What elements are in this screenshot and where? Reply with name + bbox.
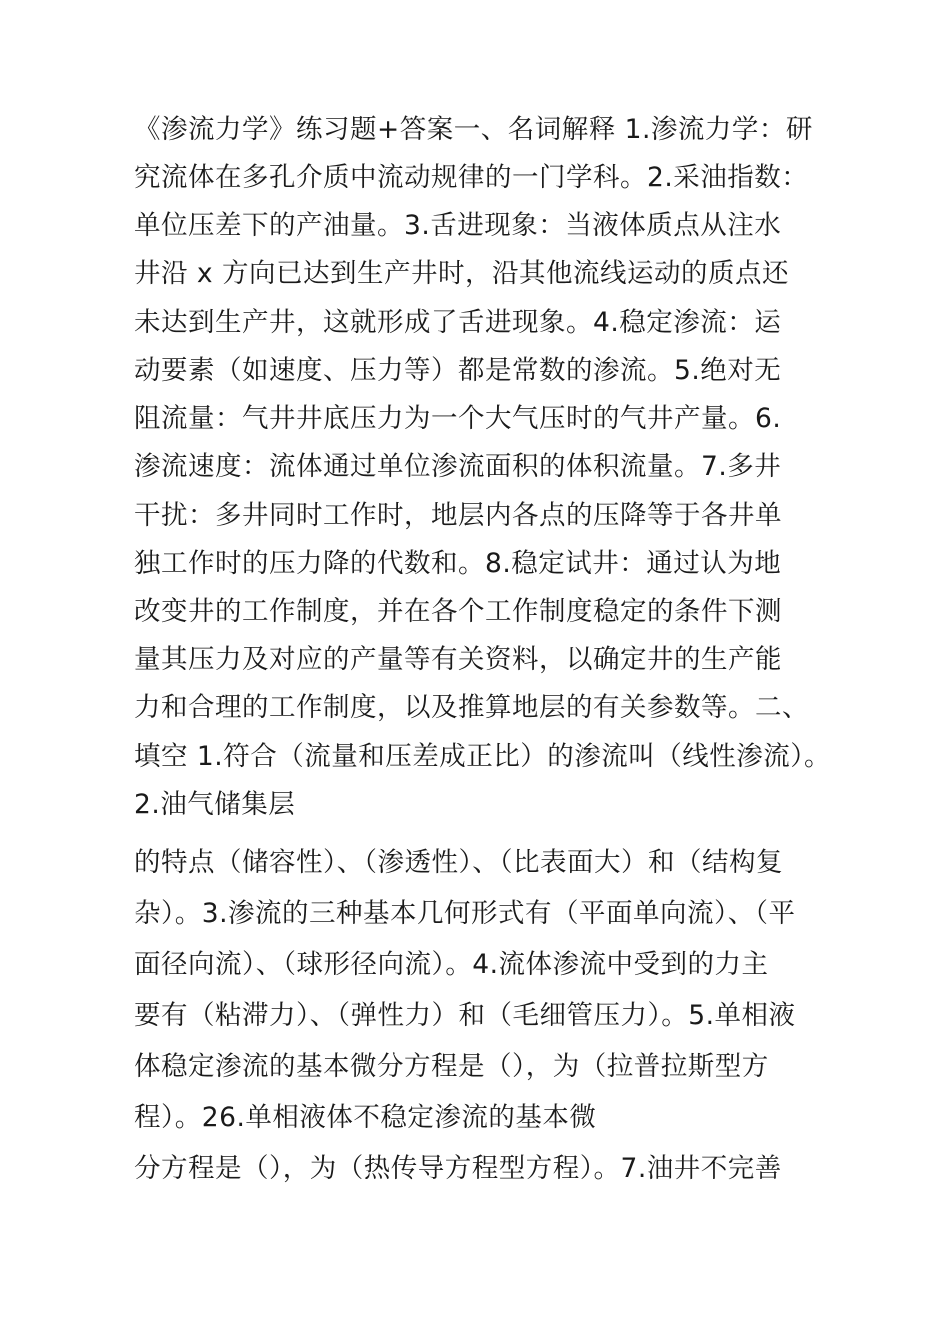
text-line: 填空 1.符合（流量和压差成正比）的渗流叫（线性渗流）。 <box>134 741 831 772</box>
text-line: 单位压差下的产油量。3.舌进现象：当液体质点从注水 <box>134 210 782 241</box>
text-line: 究流体在多孔介质中流动规律的一门学科。2.采油指数： <box>134 162 809 193</box>
text-line: 的特点（储容性）、（渗透性）、（比表面大）和（结构复 <box>134 847 783 878</box>
text-line: 要有（粘滞力）、（弹性力）和（毛细管压力）。5.单相液 <box>134 1000 796 1031</box>
text-line: 独工作时的压力降的代数和。8.稳定试井：通过认为地 <box>134 548 782 579</box>
text-line: 分方程是（），为（热传导方程型方程）。7.油井不完善 <box>134 1153 782 1184</box>
text-line: 阻流量：气井井底压力为一个大气压时的气井产量。6. <box>134 403 782 434</box>
text-line: 改变井的工作制度，并在各个工作制度稳定的条件下测 <box>134 596 782 627</box>
text-line: 力和合理的工作制度，以及推算地层的有关参数等。二、 <box>134 692 809 723</box>
text-line: 渗流速度：流体通过单位渗流面积的体积流量。7.多井 <box>134 451 782 482</box>
text-line: 井沿 x 方向已达到生产井时，沿其他流线运动的质点还 <box>134 258 790 289</box>
text-line: 体稳定渗流的基本微分方程是（），为（拉普拉斯型方 <box>134 1051 769 1082</box>
text-line: 程）。26.单相液体不稳定渗流的基本微 <box>134 1102 597 1133</box>
text-line: 《渗流力学》练习题+答案一、名词解释 1.渗流力学：研 <box>134 114 813 145</box>
text-line: 面径向流）、（球形径向流）。4.流体渗流中受到的力主 <box>134 949 769 980</box>
text-line: 杂）。3.渗流的三种基本几何形式有（平面单向流）、（平 <box>134 898 796 929</box>
text-line: 干扰：多井同时工作时，地层内各点的压降等于各井单 <box>134 500 782 531</box>
text-line: 量其压力及对应的产量等有关资料，以确定井的生产能 <box>134 644 782 675</box>
text-line: 2.油气储集层 <box>134 789 296 820</box>
text-line: 动要素（如速度、压力等）都是常数的渗流。5.绝对无 <box>134 355 782 386</box>
text-line: 未达到生产井，这就形成了舌进现象。4.稳定渗流：运 <box>134 307 782 338</box>
